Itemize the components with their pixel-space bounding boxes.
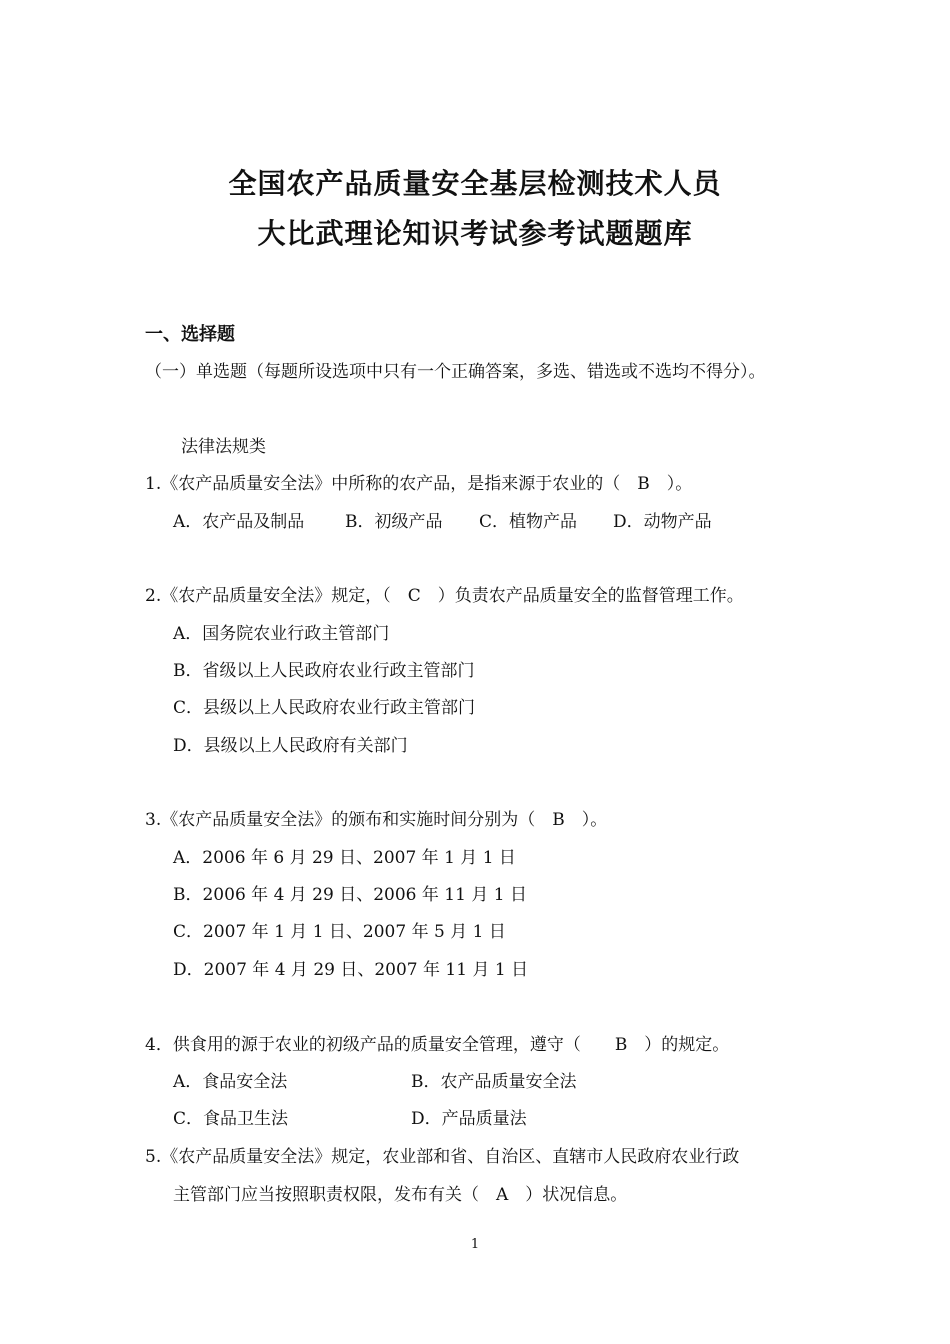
question-4-option-d: D．产品质量法 <box>411 1109 527 1129</box>
question-4-stem: 4．供食用的源于农业的初级产品的质量安全管理，遵守（ B ）的规定。 <box>145 1035 730 1055</box>
question-3-stem: 3.《农产品质量安全法》的颁布和实施时间分别为（ B ）。 <box>145 810 608 830</box>
document-title-line-1: 全国农产品质量安全基层检测技术人员 <box>228 167 722 200</box>
question-1-option-c: C．植物产品 <box>479 512 578 532</box>
question-5-stem-line-1: 5.《农产品质量安全法》规定，农业部和省、自治区、直辖市人民政府农业行政 <box>145 1147 740 1167</box>
question-1-option-b: B．初级产品 <box>345 512 443 532</box>
question-3-option-c: C．2007 年 1 月 1 日、2007 年 5 月 1 日 <box>173 922 506 942</box>
question-2-stem: 2.《农产品质量安全法》规定，（ C ）负责农产品质量安全的监督管理工作。 <box>145 586 744 606</box>
question-4-option-b: B．农产品质量安全法 <box>411 1072 577 1092</box>
question-1-option-a: A．农产品及制品 <box>173 512 305 532</box>
question-3-option-b: B．2006 年 4 月 29 日、2006 年 11 月 1 日 <box>173 885 527 905</box>
question-2-option-c: C．县级以上人民政府农业行政主管部门 <box>173 698 476 718</box>
question-3-option-a: A．2006 年 6 月 29 日、2007 年 1 月 1 日 <box>173 848 516 868</box>
section-heading: 一、选择题 <box>145 324 235 345</box>
document-title-line-2: 大比武理论知识考试参考试题题库 <box>257 217 693 250</box>
question-5-stem-line-2: 主管部门应当按照职责权限，发布有关（ A ）状况信息。 <box>173 1185 628 1205</box>
question-4-option-c: C．食品卫生法 <box>173 1109 289 1129</box>
question-4-option-a: A．食品安全法 <box>173 1072 288 1092</box>
question-2-option-b: B．省级以上人民政府农业行政主管部门 <box>173 661 475 681</box>
question-3-option-d: D．2007 年 4 月 29 日、2007 年 11 月 1 日 <box>173 960 529 980</box>
question-1-stem: 1.《农产品质量安全法》中所称的农产品，是指来源于农业的（ B ）。 <box>145 474 693 494</box>
category-label: 法律法规类 <box>181 437 266 457</box>
page-number: 1 <box>470 1237 480 1252</box>
question-2-option-d: D．县级以上人民政府有关部门 <box>173 736 408 756</box>
subsection-heading: （一）单选题（每题所设选项中只有一个正确答案，多选、错选或不选均不得分）。 <box>145 362 766 382</box>
question-2-option-a: A．国务院农业行政主管部门 <box>173 624 390 644</box>
question-1-option-d: D．动物产品 <box>613 512 712 532</box>
